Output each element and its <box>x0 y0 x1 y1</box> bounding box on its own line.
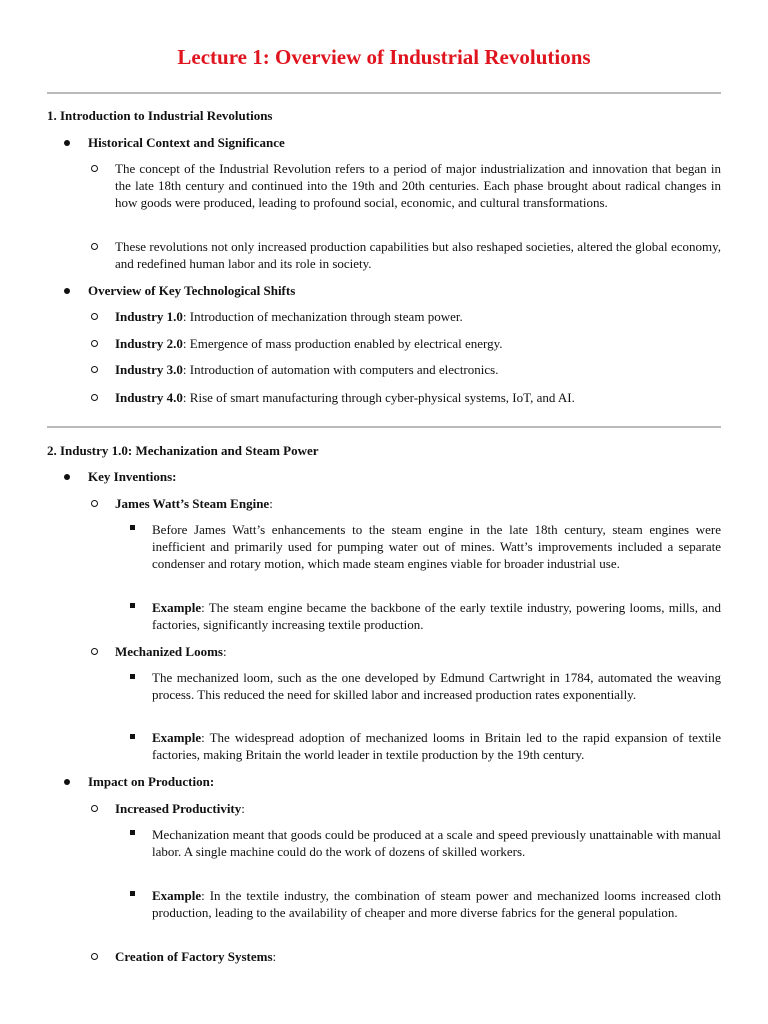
item-label: Industry 3.0 <box>115 362 183 377</box>
square-bullet-icon <box>130 603 135 608</box>
circle-bullet-icon <box>91 313 98 320</box>
subheading: Historical Context and Significance <box>88 135 285 150</box>
subheading: Key Inventions: <box>88 469 177 484</box>
colon: : <box>241 801 245 816</box>
circle-bullet-icon <box>91 165 98 172</box>
factory-heading: Creation of Factory Systems <box>115 949 273 964</box>
circle-bullet-icon <box>91 500 98 507</box>
list-item <box>115 389 721 406</box>
subheading: Impact on Production: <box>88 774 215 789</box>
example-text: : The widespread adoption of mechanized looms in Britain led to the rapid expansion of textile factories, making Britain the world leader in textile production by the 19th century. <box>152 730 721 762</box>
section-divider <box>47 426 721 428</box>
colon: : <box>222 644 227 659</box>
bullet-icon <box>64 474 70 480</box>
colon: : <box>272 949 277 964</box>
item-text: : Emergence of mass production enabled by electrical energy. <box>182 336 503 351</box>
paragraph: The mechanized loom, such as the one developed by Edmund Cartwright in 1784, automated the weaving process. This reduced the need for skilled labor and increased production rates exponentially. <box>152 670 721 702</box>
square-bullet-icon <box>130 830 135 835</box>
example-text: : The steam engine became the backbone of the early textile industry, powering looms, mills, and factories, significantly increasing textile production. <box>152 600 721 632</box>
example-label: Example <box>152 600 202 615</box>
circle-bullet-icon <box>91 805 98 812</box>
bullet-icon <box>64 288 70 294</box>
sub-subheading <box>115 643 721 660</box>
circle-bullet-icon <box>91 648 98 655</box>
circle-bullet-icon <box>91 953 98 960</box>
example-text: : In the textile industry, the combination of steam power and mechanized looms increased cloth production, leading to the availability of cheaper and more diverse fabrics for the general population. <box>152 888 721 920</box>
circle-bullet-icon <box>91 366 98 373</box>
paragraph: These revolutions not only increased production capabilities but also reshaped societies, altered the global economy, and redefined human labor and its role in society. <box>115 239 721 271</box>
item-text: : Introduction of mechanization through steam power. <box>182 309 463 324</box>
productivity-heading: Increased Productivity <box>115 801 242 816</box>
item-text: : Rise of smart manufacturing through cyber-physical systems, IoT, and AI. <box>182 390 575 405</box>
section-heading: 1. Introduction to Industrial Revolutions <box>47 108 273 123</box>
section-heading: 2. Industry 1.0: Mechanization and Steam Power <box>47 443 319 458</box>
sub-subheading <box>115 800 721 817</box>
example-paragraph <box>152 599 721 633</box>
square-bullet-icon <box>130 674 135 679</box>
list-item <box>115 308 721 325</box>
circle-bullet-icon <box>91 340 98 347</box>
item-text: : Introduction of automation with computers and electronics. <box>182 362 499 377</box>
page-title: Lecture 1: Overview of Industrial Revolutions <box>177 45 591 69</box>
paragraph: Mechanization meant that goods could be produced at a scale and speed previously unattainable with manual labor. A single machine could do the work of dozens of skilled workers. <box>152 827 721 859</box>
example-label: Example <box>152 730 202 745</box>
item-label: Industry 4.0 <box>115 390 183 405</box>
sub-subheading <box>115 948 721 965</box>
subheading: Overview of Key Technological Shifts <box>88 283 296 298</box>
circle-bullet-icon <box>91 243 98 250</box>
square-bullet-icon <box>130 891 135 896</box>
example-label: Example <box>152 888 202 903</box>
list-item <box>115 335 721 352</box>
bullet-icon <box>64 140 70 146</box>
paragraph: Before James Watt’s enhancements to the steam engine in the late 18th century, steam engines were inefficient and primarily used for pumping water out of mines. Watt’s improvements included a separate condenser and rotary motion, which made steam engines viable for broader industrial use. <box>152 522 721 571</box>
section-divider <box>47 92 721 94</box>
sub-subheading <box>115 495 721 512</box>
circle-bullet-icon <box>91 394 98 401</box>
square-bullet-icon <box>130 525 135 530</box>
item-label: Industry 1.0 <box>115 309 183 324</box>
colon: : <box>269 496 273 511</box>
example-paragraph <box>152 887 721 921</box>
bullet-icon <box>64 779 70 785</box>
paragraph: The concept of the Industrial Revolution refers to a period of major industrialization and innovation that began in the late 18th century and continued into the 19th and 20th centuries. Each phase brought about radical changes in how goods were produced, leading to profound social, economic, and cultural transformations. <box>115 161 721 210</box>
watt-heading: James Watt’s Steam Engine <box>115 496 270 511</box>
list-item <box>115 361 721 378</box>
item-label: Industry 2.0 <box>115 336 183 351</box>
example-paragraph <box>152 729 721 763</box>
square-bullet-icon <box>130 734 135 739</box>
looms-heading: Mechanized Looms <box>115 644 223 659</box>
